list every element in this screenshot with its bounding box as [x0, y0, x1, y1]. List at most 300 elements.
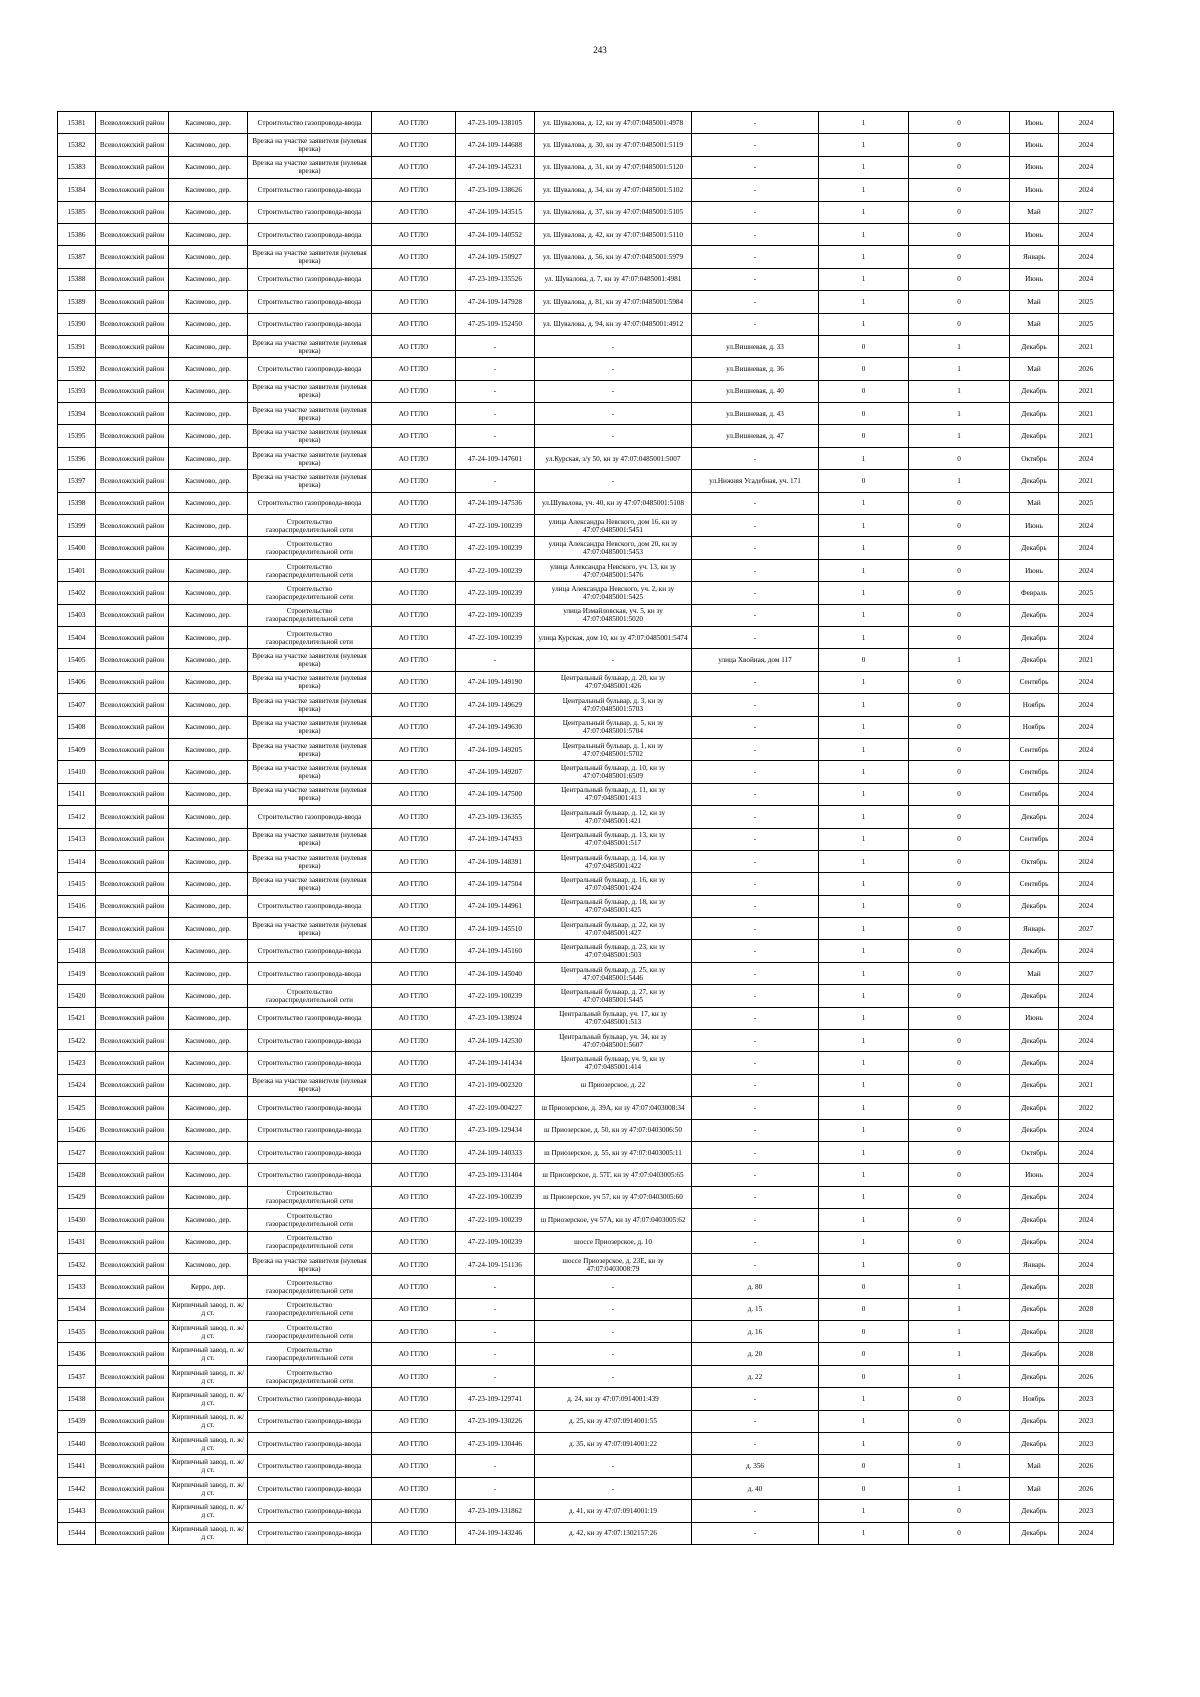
- work-type-cell: Врезка на участке заявителя (нулевая врезка): [248, 716, 372, 738]
- row-number-cell: 15417: [58, 918, 96, 940]
- table-row: [58, 1253, 1114, 1275]
- table-row: [58, 1276, 1114, 1298]
- year-cell: 2026: [1059, 1477, 1114, 1499]
- row-number-cell: 15429: [58, 1186, 96, 1208]
- count-b-cell: 0: [909, 694, 1010, 716]
- year-cell: 2028: [1059, 1343, 1114, 1365]
- count-b-cell: 0: [909, 828, 1010, 850]
- district-cell: Всеволожский район: [96, 850, 169, 872]
- organization-cell: АО ГГЛО: [372, 380, 456, 402]
- year-cell: 2024: [1059, 873, 1114, 895]
- month-cell: Октябрь: [1010, 447, 1059, 469]
- organization-cell: АО ГГЛО: [372, 694, 456, 716]
- count-b-cell: 0: [909, 962, 1010, 984]
- count-a-cell: 1: [819, 179, 909, 201]
- district-cell: Всеволожский район: [96, 873, 169, 895]
- settlement-cell: Касимово, дер.: [169, 649, 248, 671]
- year-cell: 2024: [1059, 604, 1114, 626]
- organization-cell: АО ГГЛО: [372, 492, 456, 514]
- table-row: [58, 1433, 1114, 1455]
- work-type-cell: Строительство газораспределительной сети: [248, 604, 372, 626]
- year-cell: 2024: [1059, 268, 1114, 290]
- district-cell: Всеволожский район: [96, 335, 169, 357]
- organization-cell: АО ГГЛО: [372, 918, 456, 940]
- address-cadastral-cell: д. 35, кн зу 47:07:0914001:22: [535, 1433, 692, 1455]
- month-cell: Декабрь: [1010, 1343, 1059, 1365]
- contract-number-cell: -: [456, 1276, 535, 1298]
- district-cell: Всеволожский район: [96, 1298, 169, 1320]
- row-number-cell: 15431: [58, 1231, 96, 1253]
- organization-cell: АО ГГЛО: [372, 761, 456, 783]
- row-number-cell: 15413: [58, 828, 96, 850]
- year-cell: 2024: [1059, 1030, 1114, 1052]
- organization-cell: АО ГГЛО: [372, 604, 456, 626]
- month-cell: Декабрь: [1010, 1030, 1059, 1052]
- address-cell: -: [692, 1164, 819, 1186]
- month-cell: Сентябрь: [1010, 671, 1059, 693]
- organization-cell: АО ГГЛО: [372, 223, 456, 245]
- year-cell: 2024: [1059, 246, 1114, 268]
- address-cadastral-cell: Центральный бульвар, д. 18, кн зу 47:07:0485001:425: [535, 895, 692, 917]
- organization-cell: АО ГГЛО: [372, 335, 456, 357]
- address-cell: -: [692, 873, 819, 895]
- contract-number-cell: -: [456, 1321, 535, 1343]
- count-b-cell: 0: [909, 738, 1010, 760]
- work-type-cell: Строительство газопровода-ввода: [248, 1119, 372, 1141]
- address-cadastral-cell: Центральный бульвар, д. 27, кн зу 47:07:0485001:5445: [535, 985, 692, 1007]
- work-type-cell: Строительство газопровода-ввода: [248, 179, 372, 201]
- row-number-cell: 15405: [58, 649, 96, 671]
- settlement-cell: Кирпичный завод, п. ж/д ст.: [169, 1343, 248, 1365]
- contract-number-cell: 47-24-109-147493: [456, 828, 535, 850]
- month-cell: Декабрь: [1010, 985, 1059, 1007]
- table-row: [58, 470, 1114, 492]
- contract-number-cell: 47-24-109-148391: [456, 850, 535, 872]
- organization-cell: АО ГГЛО: [372, 1097, 456, 1119]
- count-b-cell: 0: [909, 1119, 1010, 1141]
- district-cell: Всеволожский район: [96, 895, 169, 917]
- year-cell: 2024: [1059, 537, 1114, 559]
- address-cadastral-cell: Центральный бульвар, уч. 34, кн зу 47:07:0485001:5607: [535, 1030, 692, 1052]
- month-cell: Декабрь: [1010, 1276, 1059, 1298]
- contract-number-cell: 47-22-109-100239: [456, 537, 535, 559]
- month-cell: Декабрь: [1010, 895, 1059, 917]
- work-type-cell: Строительство газораспределительной сети: [248, 1343, 372, 1365]
- row-number-cell: 15404: [58, 626, 96, 648]
- year-cell: 2026: [1059, 358, 1114, 380]
- address-cadastral-cell: шоссе Приозерское, д. 23Е, кн зу 47:07:0403008:79: [535, 1253, 692, 1275]
- district-cell: Всеволожский район: [96, 1365, 169, 1387]
- year-cell: 2025: [1059, 291, 1114, 313]
- table-row: [58, 918, 1114, 940]
- month-cell: Май: [1010, 291, 1059, 313]
- count-a-cell: 0: [819, 1365, 909, 1387]
- year-cell: 2027: [1059, 962, 1114, 984]
- address-cell: -: [692, 1433, 819, 1455]
- contract-number-cell: 47-23-109-129434: [456, 1119, 535, 1141]
- count-a-cell: 1: [819, 291, 909, 313]
- year-cell: 2024: [1059, 515, 1114, 537]
- work-type-cell: Строительство газопровода-ввода: [248, 1500, 372, 1522]
- data-table: [57, 111, 1114, 1545]
- settlement-cell: Кирпичный завод, п. ж/д ст.: [169, 1455, 248, 1477]
- table-row: [58, 1388, 1114, 1410]
- organization-cell: АО ГГЛО: [372, 268, 456, 290]
- year-cell: 2024: [1059, 1231, 1114, 1253]
- address-cadastral-cell: ул. Шувалова, д. 56, кн зу 47:07:0485001:5979: [535, 246, 692, 268]
- work-type-cell: Строительство газопровода-ввода: [248, 358, 372, 380]
- district-cell: Всеволожский район: [96, 694, 169, 716]
- address-cadastral-cell: ул. Шувалова, д. 7, кн зу 47:07:0485001:4981: [535, 268, 692, 290]
- address-cadastral-cell: -: [535, 335, 692, 357]
- organization-cell: АО ГГЛО: [372, 828, 456, 850]
- count-a-cell: 0: [819, 425, 909, 447]
- district-cell: Всеволожский район: [96, 246, 169, 268]
- organization-cell: АО ГГЛО: [372, 470, 456, 492]
- row-number-cell: 15402: [58, 582, 96, 604]
- contract-number-cell: 47-24-109-145040: [456, 962, 535, 984]
- count-a-cell: 1: [819, 604, 909, 626]
- table-row: [58, 1231, 1114, 1253]
- year-cell: 2024: [1059, 1052, 1114, 1074]
- district-cell: Всеволожский район: [96, 1231, 169, 1253]
- address-cell: -: [692, 1209, 819, 1231]
- district-cell: Всеволожский район: [96, 671, 169, 693]
- address-cadastral-cell: Центральный бульвар, д. 1, кн зу 47:07:0485001:5702: [535, 738, 692, 760]
- row-number-cell: 15441: [58, 1455, 96, 1477]
- count-a-cell: 1: [819, 626, 909, 648]
- count-a-cell: 1: [819, 134, 909, 156]
- address-cadastral-cell: ул. Шувалова, д. 30, кн зу 47:07:0485001:5119: [535, 134, 692, 156]
- month-cell: Июнь: [1010, 1007, 1059, 1029]
- count-a-cell: 1: [819, 537, 909, 559]
- work-type-cell: Строительство газопровода-ввода: [248, 1030, 372, 1052]
- address-cell: -: [692, 716, 819, 738]
- count-a-cell: 1: [819, 515, 909, 537]
- table-row: [58, 559, 1114, 581]
- district-cell: Всеволожский район: [96, 1500, 169, 1522]
- year-cell: 2024: [1059, 761, 1114, 783]
- settlement-cell: Касимово, дер.: [169, 1231, 248, 1253]
- count-a-cell: 0: [819, 358, 909, 380]
- month-cell: Январь: [1010, 246, 1059, 268]
- organization-cell: АО ГГЛО: [372, 738, 456, 760]
- year-cell: 2024: [1059, 940, 1114, 962]
- organization-cell: АО ГГЛО: [372, 1276, 456, 1298]
- settlement-cell: Касимово, дер.: [169, 918, 248, 940]
- count-a-cell: 1: [819, 1522, 909, 1544]
- year-cell: 2024: [1059, 1119, 1114, 1141]
- row-number-cell: 15398: [58, 492, 96, 514]
- month-cell: Декабрь: [1010, 1052, 1059, 1074]
- organization-cell: АО ГГЛО: [372, 537, 456, 559]
- contract-number-cell: 47-25-109-152450: [456, 313, 535, 335]
- table-row: [58, 179, 1114, 201]
- contract-number-cell: 47-24-109-145160: [456, 940, 535, 962]
- address-cadastral-cell: улица Александра Невского, дом 16, кн зу 47:07:0485001:5451: [535, 515, 692, 537]
- count-b-cell: 0: [909, 761, 1010, 783]
- table-row: [58, 291, 1114, 313]
- contract-number-cell: 47-24-109-142530: [456, 1030, 535, 1052]
- count-b-cell: 0: [909, 1410, 1010, 1432]
- count-b-cell: 1: [909, 335, 1010, 357]
- address-cell: д. 20: [692, 1343, 819, 1365]
- work-type-cell: Врезка на участке заявителя (нулевая врезка): [248, 649, 372, 671]
- work-type-cell: Строительство газопровода-ввода: [248, 268, 372, 290]
- table-row: [58, 873, 1114, 895]
- address-cell: ул.Вишневая, д. 47: [692, 425, 819, 447]
- table-row: [58, 582, 1114, 604]
- work-type-cell: Строительство газопровода-ввода: [248, 1141, 372, 1163]
- month-cell: Декабрь: [1010, 1186, 1059, 1208]
- work-type-cell: Строительство газопровода-ввода: [248, 112, 372, 134]
- settlement-cell: Касимово, дер.: [169, 358, 248, 380]
- address-cadastral-cell: -: [535, 649, 692, 671]
- count-b-cell: 1: [909, 358, 1010, 380]
- district-cell: Всеволожский район: [96, 985, 169, 1007]
- contract-number-cell: 47-24-109-143246: [456, 1522, 535, 1544]
- contract-number-cell: 47-23-109-129741: [456, 1388, 535, 1410]
- district-cell: Всеволожский район: [96, 492, 169, 514]
- address-cadastral-cell: -: [535, 403, 692, 425]
- settlement-cell: Касимово, дер.: [169, 156, 248, 178]
- contract-number-cell: 47-24-109-147504: [456, 873, 535, 895]
- table-row: [58, 358, 1114, 380]
- district-cell: Всеволожский район: [96, 1141, 169, 1163]
- address-cadastral-cell: Центральный бульвар, д. 16, кн зу 47:07:0485001:424: [535, 873, 692, 895]
- table-row: [58, 134, 1114, 156]
- month-cell: Декабрь: [1010, 1410, 1059, 1432]
- count-b-cell: 0: [909, 985, 1010, 1007]
- settlement-cell: Керро, дер.: [169, 1276, 248, 1298]
- work-type-cell: Строительство газораспределительной сети: [248, 626, 372, 648]
- table-row: [58, 1030, 1114, 1052]
- address-cell: -: [692, 492, 819, 514]
- contract-number-cell: -: [456, 403, 535, 425]
- organization-cell: АО ГГЛО: [372, 1433, 456, 1455]
- row-number-cell: 15384: [58, 179, 96, 201]
- count-a-cell: 1: [819, 1119, 909, 1141]
- row-number-cell: 15416: [58, 895, 96, 917]
- address-cell: -: [692, 179, 819, 201]
- count-a-cell: 1: [819, 716, 909, 738]
- count-b-cell: 0: [909, 1164, 1010, 1186]
- address-cadastral-cell: улица Александра Невского, уч. 13, кн зу 47:07:0485001:5476: [535, 559, 692, 581]
- row-number-cell: 15390: [58, 313, 96, 335]
- month-cell: Май: [1010, 358, 1059, 380]
- row-number-cell: 15411: [58, 783, 96, 805]
- address-cadastral-cell: Центральный бульвар, д. 11, кн зу 47:07:0485001:413: [535, 783, 692, 805]
- row-number-cell: 15397: [58, 470, 96, 492]
- district-cell: Всеволожский район: [96, 918, 169, 940]
- row-number-cell: 15391: [58, 335, 96, 357]
- work-type-cell: Врезка на участке заявителя (нулевая врезка): [248, 156, 372, 178]
- work-type-cell: Врезка на участке заявителя (нулевая врезка): [248, 246, 372, 268]
- count-a-cell: 1: [819, 738, 909, 760]
- row-number-cell: 15388: [58, 268, 96, 290]
- count-a-cell: 1: [819, 1500, 909, 1522]
- table-row: [58, 425, 1114, 447]
- settlement-cell: Касимово, дер.: [169, 626, 248, 648]
- count-b-cell: 0: [909, 604, 1010, 626]
- organization-cell: АО ГГЛО: [372, 1455, 456, 1477]
- count-b-cell: 0: [909, 268, 1010, 290]
- count-b-cell: 0: [909, 291, 1010, 313]
- year-cell: 2024: [1059, 179, 1114, 201]
- count-b-cell: 0: [909, 1007, 1010, 1029]
- month-cell: Июнь: [1010, 112, 1059, 134]
- year-cell: 2021: [1059, 1074, 1114, 1096]
- year-cell: 2022: [1059, 1097, 1114, 1119]
- month-cell: Декабрь: [1010, 403, 1059, 425]
- settlement-cell: Касимово, дер.: [169, 515, 248, 537]
- address-cell: д. 15: [692, 1298, 819, 1320]
- year-cell: 2027: [1059, 918, 1114, 940]
- address-cadastral-cell: Центральный бульвар, д. 20, кн зу 47:07:0485001:426: [535, 671, 692, 693]
- count-b-cell: 0: [909, 716, 1010, 738]
- count-a-cell: 1: [819, 447, 909, 469]
- organization-cell: АО ГГЛО: [372, 671, 456, 693]
- count-a-cell: 0: [819, 1276, 909, 1298]
- contract-number-cell: 47-24-109-147601: [456, 447, 535, 469]
- district-cell: Всеволожский район: [96, 358, 169, 380]
- contract-number-cell: 47-22-109-004227: [456, 1097, 535, 1119]
- district-cell: Всеволожский район: [96, 1388, 169, 1410]
- district-cell: Всеволожский район: [96, 1052, 169, 1074]
- work-type-cell: Строительство газопровода-ввода: [248, 223, 372, 245]
- row-number-cell: 15415: [58, 873, 96, 895]
- settlement-cell: Касимово, дер.: [169, 112, 248, 134]
- address-cell: улица Хвойная, дом 117: [692, 649, 819, 671]
- contract-number-cell: 47-22-109-100239: [456, 515, 535, 537]
- count-a-cell: 1: [819, 1074, 909, 1096]
- count-a-cell: 1: [819, 940, 909, 962]
- address-cell: -: [692, 246, 819, 268]
- count-a-cell: 1: [819, 1141, 909, 1163]
- contract-number-cell: 47-24-109-144688: [456, 134, 535, 156]
- address-cell: ул.Вишневая, д. 40: [692, 380, 819, 402]
- count-a-cell: 1: [819, 1007, 909, 1029]
- address-cadastral-cell: -: [535, 1276, 692, 1298]
- settlement-cell: Касимово, дер.: [169, 1119, 248, 1141]
- contract-number-cell: -: [456, 1365, 535, 1387]
- address-cadastral-cell: Центральный бульвар, д. 13, кн зу 47:07:0485001:517: [535, 828, 692, 850]
- address-cell: -: [692, 313, 819, 335]
- month-cell: Декабрь: [1010, 1074, 1059, 1096]
- table-row: [58, 403, 1114, 425]
- count-b-cell: 0: [909, 1141, 1010, 1163]
- organization-cell: АО ГГЛО: [372, 1410, 456, 1432]
- month-cell: Июнь: [1010, 156, 1059, 178]
- count-b-cell: 0: [909, 1388, 1010, 1410]
- count-a-cell: 1: [819, 806, 909, 828]
- row-number-cell: 15412: [58, 806, 96, 828]
- contract-number-cell: 47-22-109-100239: [456, 1231, 535, 1253]
- settlement-cell: Касимово, дер.: [169, 895, 248, 917]
- address-cadastral-cell: ш Приозерское, д. 22: [535, 1074, 692, 1096]
- address-cadastral-cell: ш Приозерское, д. 39А, кн зу 47:07:0403008:34: [535, 1097, 692, 1119]
- organization-cell: АО ГГЛО: [372, 1164, 456, 1186]
- address-cell: -: [692, 1253, 819, 1275]
- month-cell: Февраль: [1010, 582, 1059, 604]
- count-b-cell: 1: [909, 1455, 1010, 1477]
- row-number-cell: 15424: [58, 1074, 96, 1096]
- district-cell: Всеволожский район: [96, 738, 169, 760]
- contract-number-cell: 47-22-109-100239: [456, 1209, 535, 1231]
- month-cell: Сентябрь: [1010, 738, 1059, 760]
- count-a-cell: 1: [819, 156, 909, 178]
- contract-number-cell: 47-23-109-138924: [456, 1007, 535, 1029]
- work-type-cell: Строительство газопровода-ввода: [248, 1433, 372, 1455]
- count-b-cell: 1: [909, 1276, 1010, 1298]
- row-number-cell: 15381: [58, 112, 96, 134]
- count-b-cell: 1: [909, 470, 1010, 492]
- work-type-cell: Врезка на участке заявителя (нулевая врезка): [248, 671, 372, 693]
- district-cell: Всеволожский район: [96, 582, 169, 604]
- district-cell: Всеволожский район: [96, 626, 169, 648]
- month-cell: Декабрь: [1010, 380, 1059, 402]
- address-cell: -: [692, 112, 819, 134]
- work-type-cell: Строительство газопровода-ввода: [248, 291, 372, 313]
- count-b-cell: 0: [909, 1500, 1010, 1522]
- table-row: [58, 335, 1114, 357]
- table-row: [58, 1074, 1114, 1096]
- address-cell: -: [692, 1500, 819, 1522]
- month-cell: Октябрь: [1010, 850, 1059, 872]
- address-cell: -: [692, 1388, 819, 1410]
- district-cell: Всеволожский район: [96, 1253, 169, 1275]
- address-cadastral-cell: -: [535, 1343, 692, 1365]
- month-cell: Июнь: [1010, 134, 1059, 156]
- count-b-cell: 0: [909, 313, 1010, 335]
- address-cell: -: [692, 918, 819, 940]
- settlement-cell: Касимово, дер.: [169, 380, 248, 402]
- organization-cell: АО ГГЛО: [372, 1141, 456, 1163]
- organization-cell: АО ГГЛО: [372, 134, 456, 156]
- work-type-cell: Строительство газораспределительной сети: [248, 1209, 372, 1231]
- settlement-cell: Касимово, дер.: [169, 201, 248, 223]
- work-type-cell: Врезка на участке заявителя (нулевая врезка): [248, 425, 372, 447]
- district-cell: Всеволожский район: [96, 425, 169, 447]
- table-row: [58, 380, 1114, 402]
- contract-number-cell: 47-24-109-143515: [456, 201, 535, 223]
- settlement-cell: Кирпичный завод, п. ж/д ст.: [169, 1433, 248, 1455]
- row-number-cell: 15407: [58, 694, 96, 716]
- count-a-cell: 1: [819, 828, 909, 850]
- month-cell: Декабрь: [1010, 1365, 1059, 1387]
- address-cell: -: [692, 783, 819, 805]
- organization-cell: АО ГГЛО: [372, 1321, 456, 1343]
- settlement-cell: Касимово, дер.: [169, 559, 248, 581]
- row-number-cell: 15409: [58, 738, 96, 760]
- row-number-cell: 15425: [58, 1097, 96, 1119]
- address-cadastral-cell: ш Приозерское, д. 50, кн зу 47:07:0403006:50: [535, 1119, 692, 1141]
- month-cell: Декабрь: [1010, 537, 1059, 559]
- month-cell: Июнь: [1010, 223, 1059, 245]
- work-type-cell: Врезка на участке заявителя (нулевая врезка): [248, 134, 372, 156]
- count-b-cell: 0: [909, 156, 1010, 178]
- year-cell: 2024: [1059, 985, 1114, 1007]
- address-cell: -: [692, 1186, 819, 1208]
- row-number-cell: 15443: [58, 1500, 96, 1522]
- work-type-cell: Строительство газопровода-ввода: [248, 962, 372, 984]
- table-row: [58, 246, 1114, 268]
- work-type-cell: Строительство газопровода-ввода: [248, 1410, 372, 1432]
- row-number-cell: 15430: [58, 1209, 96, 1231]
- month-cell: Ноябрь: [1010, 716, 1059, 738]
- settlement-cell: Касимово, дер.: [169, 1030, 248, 1052]
- count-a-cell: 1: [819, 783, 909, 805]
